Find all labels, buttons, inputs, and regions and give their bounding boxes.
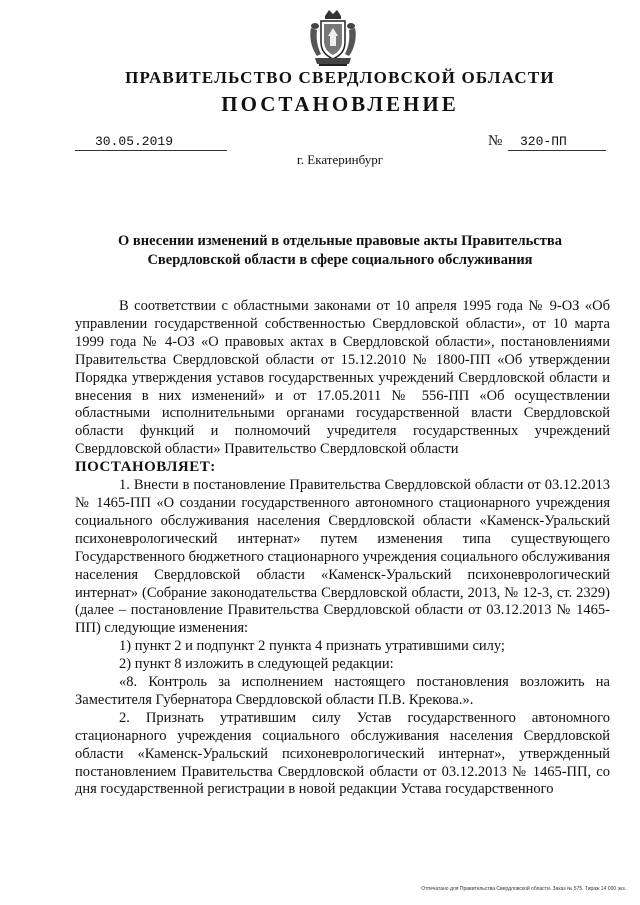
preamble: В соответствии с областными законами от 10 апреля 1995 года № 9-ОЗ «Об управлении государственной собственностью Свердловской области», от 10 марта 1999 года № 4-ОЗ «О правовых актах в Свердловской области», постановлениями Правительства Свердловской области от 15.12.2010 № 1800-ПП «Об утверждении Порядка утверждения уставов государственных учреждений Свердловской области и внесения в них изменений» и от 17.05.2011 № 556-ПП «Об осуществлении областными исполнительными органами государственной власти Свердловской области функций и полномочий учредителя государственных учреждений Свердловской области» Правительство Свердловской области <box>75 298 610 458</box>
print-footer-note: Отпечатано для Правительства Свердловской области. Заказ № 575. Тираж 14 000 экз. <box>421 886 626 892</box>
item-1-2-quote: «8. Контроль за исполнением настоящего постановления возложить на Заместителя Губернатора Свердловской области П.В. Крекова.». <box>75 674 610 708</box>
item-1-1: 1) пункт 2 и подпункт 2 пункта 4 признать утратившими силу; <box>119 638 505 655</box>
decree-heading: ПОСТАНОВЛЯЕТ: <box>75 459 216 476</box>
document-body <box>75 298 610 799</box>
item-1: 1. Внести в постановление Правительства Свердловской области от 03.12.2013 № 1465-ПП «О создании государственного автономного стационарного учреждения социального обслуживания населения Свердловской области «Каменск-Уральский психоневрологический интернат» путем изменения типа существующего Государственного бюджетного стационарного учреждения социального обслуживания населения Свердловской области «Каменск-Уральский психоневрологический интернат» (Собрание законодательства Свердловской области, 2013, № 12-3, ст. 2329) (далее – постановление Правительства Свердловской области от 03.12.2013 № 1465-ПП) следующие изменения: <box>75 477 610 637</box>
document-subject: О внесении изменений в отдельные правовые акты Правительства Свердловской области в сфере социального обслуживания <box>118 233 562 268</box>
document-number: 320-ПП <box>508 134 606 151</box>
item-1-2: 2) пункт 8 изложить в следующей редакции: <box>119 656 394 673</box>
organization-title: ПРАВИТЕЛЬСТВО СВЕРДЛОВСКОЙ ОБЛАСТИ <box>125 68 555 87</box>
city: г. Екатеринбург <box>296 152 384 167</box>
coat-of-arms-icon <box>305 6 361 68</box>
document-type: ПОСТАНОВЛЕНИЕ <box>221 92 459 116</box>
item-2: 2. Признать утратившим силу Устав государственного автономного стационарного учреждения социального обслуживания населения Свердловской области «Каменск-Уральский психоневрологический интернат», утвержденный постановлением Правительства Свердловской области от 03.12.2013 № 1465-ПП, со дня государственной регистрации в новой редакции Устава государственного <box>75 709 610 798</box>
document-date: 30.05.2019 <box>75 134 227 151</box>
number-sign: № <box>488 133 503 149</box>
